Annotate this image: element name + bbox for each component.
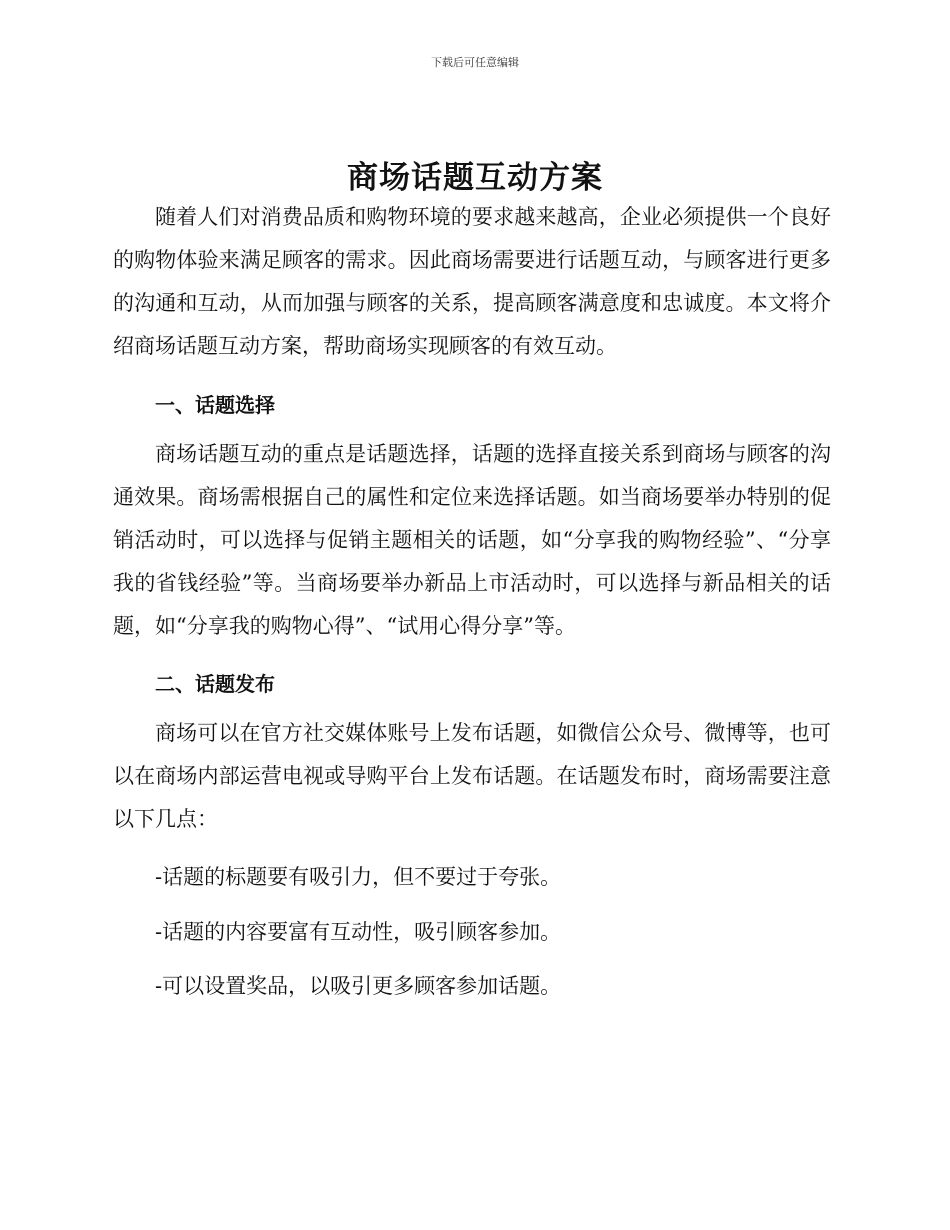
list-item: -话题的标题要有吸引力，但不要过于夸张。 [155,865,562,889]
topic-publishing-paragraph: 商场可以在官方社交媒体账号上发布话题，如微信公众号、微博等，也可以在商场内部运营电视或导购平台上发布话题。在话题发布时，商场需要注意以下几点： [113,721,831,831]
document-title: 商场话题互动方案 [347,160,603,196]
list-item: -可以设置奖品，以吸引更多顾客参加话题。 [155,974,562,998]
section-heading-topic-selection: 一、话题选择 [155,393,275,417]
section-heading-topic-publishing: 二、话题发布 [155,672,275,696]
header-note: 下载后可任意编辑 [431,56,519,69]
list-item: -话题的内容要富有互动性，吸引顾客参加。 [155,920,562,944]
topic-selection-paragraph: 商场话题互动的重点是话题选择，话题的选择直接关系到商场与顾客的沟通效果。商场需根据自己的属性和定位来选择话题。如当商场要举办特别的促销活动时，可以选择与促销主题相关的话题，如“分享我的购物经验”、“分享我的省钱经验”等。当商场要举办新品上市活动时，可以选择与新品相关的话题，如“分享我的购物心得”、“试用心得分享”等。 [113,442,831,638]
intro-paragraph: 随着人们对消费品质和购物环境的要求越来越高，企业必须提供一个良好的购物体验来满足顾客的需求。因此商场需要进行话题互动，与顾客进行更多的沟通和互动，从而加强与顾客的关系，提高顾客满意度和忠诚度。本文将介绍商场话题互动方案，帮助商场实现顾客的有效互动。 [113,205,831,358]
